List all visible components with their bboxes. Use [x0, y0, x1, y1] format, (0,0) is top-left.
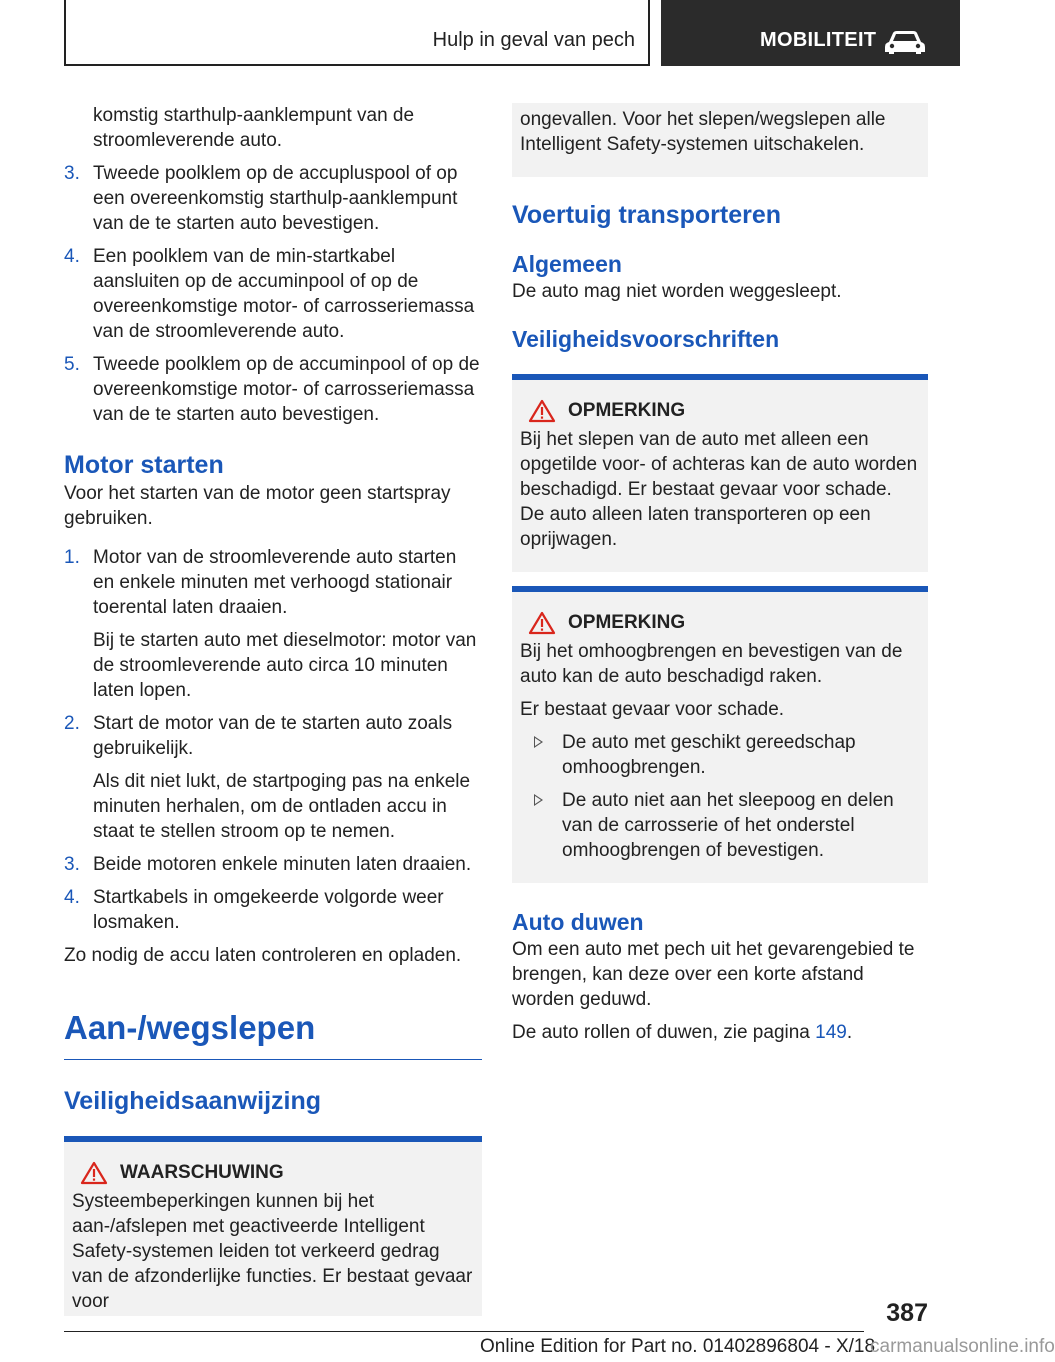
- step-number: 1.: [64, 547, 80, 568]
- step-text: Beide motoren enkele minuten laten draaien.: [93, 854, 472, 875]
- general-text: De auto mag niet worden weggesleept.: [512, 281, 842, 302]
- heading-rule: [64, 1059, 482, 1060]
- subheading-auto-duwen: Auto duwen: [512, 909, 644, 935]
- list-item: [64, 161, 482, 236]
- list-item: [64, 352, 482, 427]
- right-column: [512, 103, 928, 1045]
- left-column: [64, 103, 482, 1316]
- note-header: [520, 398, 920, 423]
- header-divider-mid: [648, 0, 650, 66]
- step-text: Start de motor van de te starten auto zoals gebruikelijk.: [93, 713, 453, 759]
- note-title: OPMERKING: [568, 400, 686, 421]
- subheading-veiligheidsvoorschriften: Veiligheidsvoorschriften: [512, 326, 780, 352]
- footer-rule: [64, 1331, 864, 1332]
- list-item: [520, 788, 920, 863]
- after-steps-text: Zo nodig de accu laten controleren en opladen.: [64, 945, 462, 966]
- warning-title: WAARSCHUWING: [120, 1162, 284, 1183]
- warning-triangle-icon: [528, 611, 556, 635]
- footer-watermark: carmanualsonline.info: [870, 1336, 1055, 1357]
- warning-header: [72, 1160, 474, 1185]
- footer-edition: Online Edition for Part no. 01402896804 - X/18: [480, 1336, 876, 1357]
- push-reference: [512, 1020, 928, 1045]
- note-title: OPMERKING: [568, 612, 686, 633]
- header-section-title: Hulp in geval van pech: [432, 29, 635, 51]
- step-number: 3.: [64, 163, 80, 184]
- header-divider-left: [64, 0, 66, 66]
- list-item: [64, 545, 482, 620]
- note-text: Bij het slepen van de auto met alleen een opgetilde voor- of achteras kan de auto worden beschadigd. Er bestaat gevaar voor schade. De auto alleen laten transporteren op een oprijwagen.: [520, 429, 918, 550]
- list-item: [64, 711, 482, 761]
- page-reference-link[interactable]: 149: [815, 1022, 847, 1043]
- bullet-text: De auto met geschikt gereedschap omhoogbrengen.: [562, 732, 856, 778]
- warning-box-continued: [512, 103, 928, 177]
- warning-triangle-icon: [528, 399, 556, 423]
- push-ref-end: .: [846, 1022, 853, 1043]
- list-item: [64, 244, 482, 344]
- note-box: [512, 374, 928, 572]
- motor-intro: Voor het starten van de motor geen startspray gebruiken.: [64, 483, 451, 529]
- warning-text-continued: ongevallen. Voor het slepen/wegslepen alle Intelligent Safety-systemen uitschakelen.: [520, 109, 886, 155]
- push-text: Om een auto met pech uit het gevarengebied te brengen, kan deze over een korte afstand worden geduwd.: [512, 939, 915, 1010]
- step-number: 4.: [64, 887, 80, 908]
- step-number: 4.: [64, 246, 80, 267]
- header-chapter-title: MOBILITEIT: [760, 29, 877, 51]
- step-number: 2.: [64, 713, 80, 734]
- step-number: 3.: [64, 854, 80, 875]
- note-text: Er bestaat gevaar voor schade.: [520, 699, 785, 720]
- step-text: Tweede poolklem op de accupluspool of op een overeenkomstig starthulp-aanklempunt van de te starten auto bevestigen.: [93, 163, 458, 234]
- header-underline: [64, 64, 650, 66]
- warning-triangle-icon: [80, 1161, 108, 1185]
- push-ref-text: De auto rollen of duwen, zie pagina: [512, 1022, 816, 1043]
- step-text: Tweede poolklem op de accuminpool of op de overeenkomstige motor- of carrosseriemassa van de te starten auto bevestigen.: [93, 354, 480, 425]
- bullet-triangle-icon: [534, 736, 543, 748]
- step-text: Motor van de stroomleverende auto starten en enkele minuten met verhoogd stationair toerental laten draaien.: [93, 547, 457, 618]
- step-subtext: Bij te starten auto met dieselmotor: motor van de stroomleverende auto circa 10 minuten laten lopen.: [93, 630, 477, 701]
- note-text: Bij het omhoogbrengen en bevestigen van de auto kan de auto beschadigd raken.: [520, 641, 903, 687]
- section-heading-motor-starten: Motor starten: [64, 451, 224, 479]
- car-icon: [883, 28, 927, 56]
- continued-text: komstig starthulp-aanklempunt van de stroomleverende auto.: [93, 105, 415, 151]
- list-item: [64, 885, 482, 935]
- warning-text: Systeembeperkingen kunnen bij het aan-/afslepen met geactiveerde Intelligent Safety-systemen leiden tot verkeerd gedrag van de afzonderlijke functies. Er bestaat gevaar voor: [72, 1191, 473, 1312]
- section-heading-voertuig-transporteren: Voertuig transporteren: [512, 201, 782, 229]
- list-item: [520, 730, 920, 780]
- page-number: 387: [886, 1299, 928, 1327]
- step-text: Een poolklem van de min-startkabel aansluiten op de accuminpool of op de overeenkomstige motor- of carrosseriemassa van de stroomleverende auto.: [93, 246, 475, 342]
- main-heading-aan-wegslepen: Aan-/wegslepen: [64, 1009, 316, 1046]
- bullet-triangle-icon: [534, 794, 543, 806]
- step-number: 5.: [64, 354, 80, 375]
- section-heading-veiligheidsaanwijzing: Veiligheidsaanwijzing: [64, 1087, 322, 1115]
- subheading-algemeen: Algemeen: [512, 251, 622, 277]
- bullet-text: De auto niet aan het sleepoog en delen van de carrosserie of het onderstel omhoogbrengen of bevestigen.: [562, 790, 894, 861]
- note-box: [512, 586, 928, 883]
- list-item: [64, 852, 482, 877]
- page-header: [0, 0, 960, 66]
- note-header: [520, 610, 920, 635]
- step-subtext: Als dit niet lukt, de startpoging pas na enkele minuten herhalen, om de ontladen accu in staat te stellen stroom op te nemen.: [93, 771, 471, 842]
- warning-box: [64, 1136, 482, 1316]
- step-text: Startkabels in omgekeerde volgorde weer losmaken.: [93, 887, 444, 933]
